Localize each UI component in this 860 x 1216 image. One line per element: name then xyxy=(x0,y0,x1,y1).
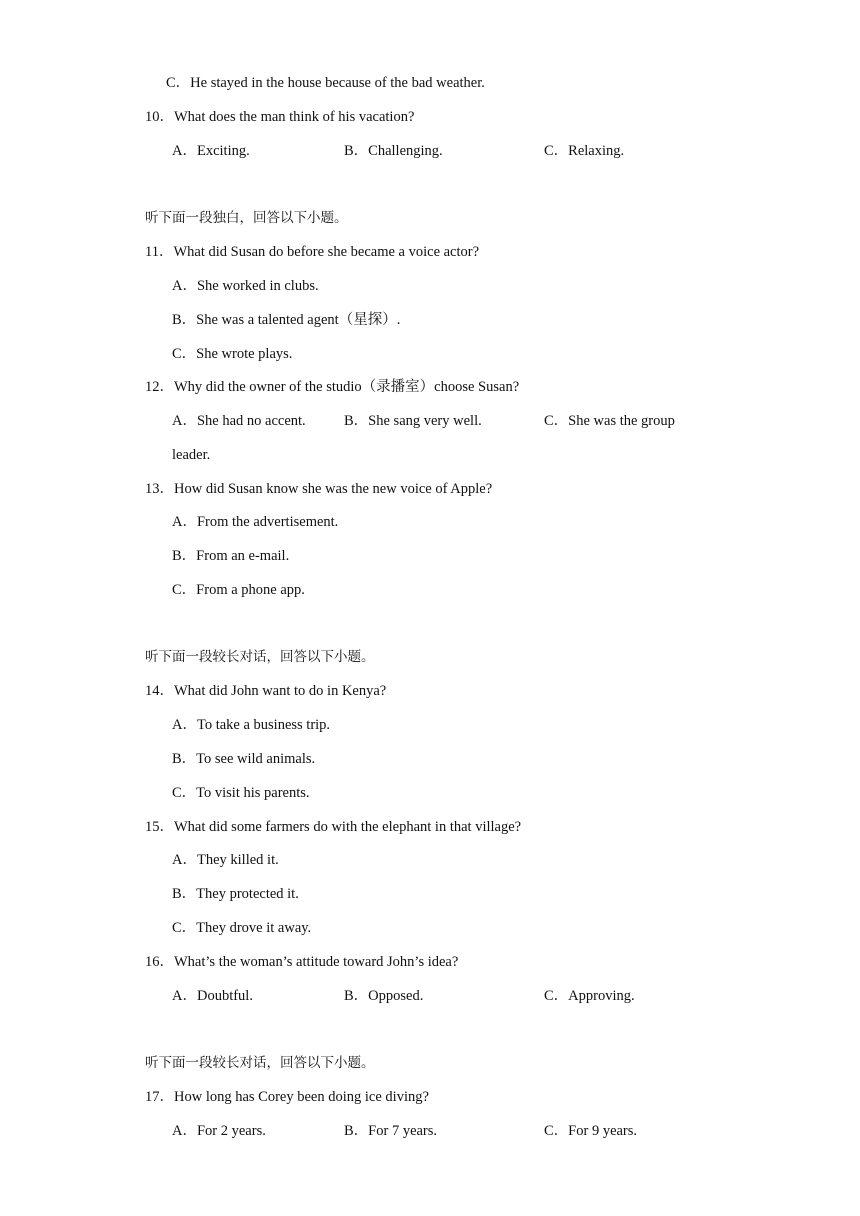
q14-option-b: B．To see wild animals. xyxy=(172,751,316,767)
q15-option-a: A．They killed it. xyxy=(172,852,279,868)
q17-question: 17．How long has Corey been doing ice diving? xyxy=(145,1089,429,1105)
q12-option-c: C．She was the group xyxy=(544,413,675,429)
q10-option-b: B．Challenging. xyxy=(344,143,443,159)
q14-option-a: A．To take a business trip. xyxy=(172,717,331,733)
q13-question: 13．How did Susan know she was the new voice of Apple? xyxy=(145,481,493,497)
q10-option-c: C．Relaxing. xyxy=(544,143,625,159)
section-instruction-dialogue-1: 听下面一段较长对话，回答以下小题。 xyxy=(145,649,375,665)
q13-option-b: B．From an e-mail. xyxy=(172,548,290,564)
q13-option-a: A．From the advertisement. xyxy=(172,514,339,530)
q15-question: 15．What did some farmers do with the elephant in that village? xyxy=(145,819,522,835)
q15-option-b: B．They protected it. xyxy=(172,886,299,902)
q12-option-c-continued: leader. xyxy=(172,447,211,463)
q12-option-a: A．She had no accent. xyxy=(172,413,306,429)
q12-option-b: B．She sang very well. xyxy=(344,413,482,429)
q10-question: 10．What does the man think of his vacation? xyxy=(145,109,415,125)
q16-option-c: C．Approving. xyxy=(544,988,635,1004)
q14-option-c: C．To visit his parents. xyxy=(172,785,310,801)
q11-option-c: C．She wrote plays. xyxy=(172,346,293,362)
q16-option-b: B．Opposed. xyxy=(344,988,424,1004)
q14-question: 14．What did John want to do in Kenya? xyxy=(145,683,387,699)
q11-option-a: A．She worked in clubs. xyxy=(172,278,319,294)
q10-option-a: A．Exciting. xyxy=(172,143,250,159)
q13-option-c: C．From a phone app. xyxy=(172,582,305,598)
q11-question: 11．What did Susan do before she became a voice actor? xyxy=(145,244,480,260)
q16-question: 16．What’s the woman’s attitude toward John’s idea? xyxy=(145,954,459,970)
section-instruction-dialogue-2: 听下面一段较长对话，回答以下小题。 xyxy=(145,1055,375,1071)
q9-option-c: C．He stayed in the house because of the bad weather. xyxy=(166,75,485,91)
q17-option-b: B．For 7 years. xyxy=(344,1123,438,1139)
q16-option-a: A．Doubtful. xyxy=(172,988,253,1004)
q15-option-c: C．They drove it away. xyxy=(172,920,312,936)
q17-option-c: C．For 9 years. xyxy=(544,1123,638,1139)
q17-option-a: A．For 2 years. xyxy=(172,1123,266,1139)
q11-option-b: B．She was a talented agent（星探）. xyxy=(172,312,401,328)
q12-question: 12．Why did the owner of the studio（录播室）choose Susan? xyxy=(145,379,520,395)
section-instruction-monologue: 听下面一段独白，回答以下小题。 xyxy=(145,210,348,226)
